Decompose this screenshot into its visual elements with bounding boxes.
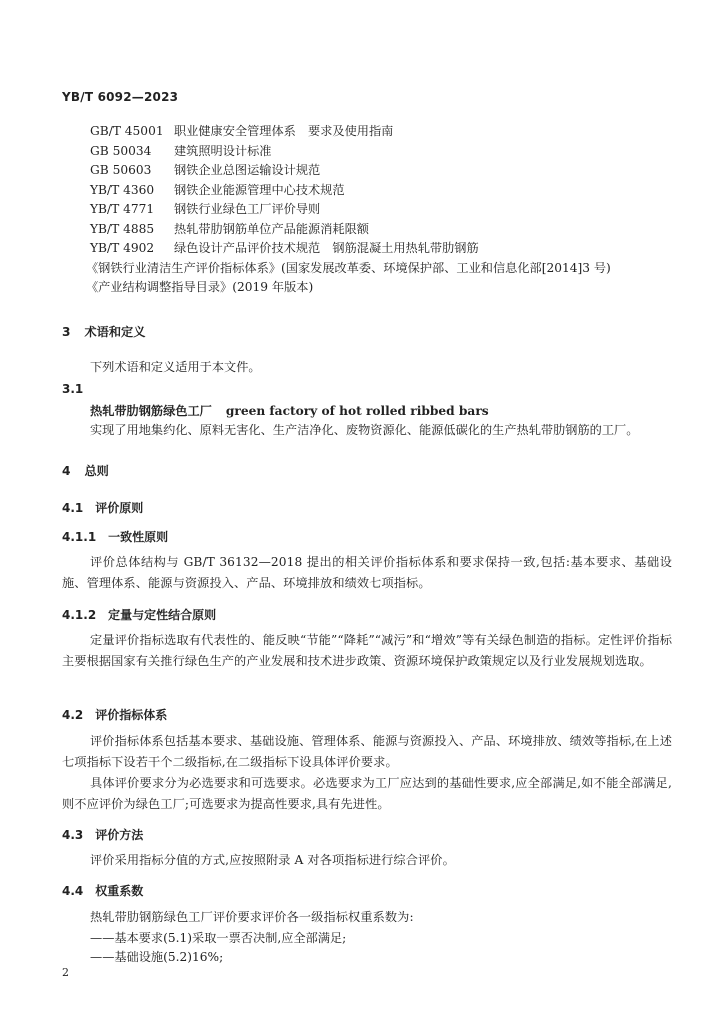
policy-reference: 《钢铁行业清洁生产评价指标体系》(国家发展改革委、环境保护部、工业和信息化部[2014]3 号) bbox=[86, 260, 611, 275]
reference-item bbox=[90, 220, 690, 240]
paragraph: 评价采用指标分值的方式,应按照附录 A 对各项指标进行综合评价。 bbox=[90, 853, 455, 867]
subsection-title: 评价方法 bbox=[95, 828, 144, 842]
subsection-number: 4.1.1 bbox=[62, 530, 97, 544]
reference-code: YB/T 4771 bbox=[90, 202, 155, 216]
reference-item bbox=[90, 161, 690, 181]
policy-reference: 《产业结构调整指导目录》(2019 年版本) bbox=[86, 280, 314, 294]
subsection-title: 定量与定性结合原则 bbox=[108, 608, 217, 622]
subsection-heading bbox=[62, 499, 672, 516]
section-number: 4 bbox=[62, 464, 71, 478]
reference-item bbox=[90, 181, 690, 201]
reference-code: GB 50034 bbox=[90, 143, 152, 158]
reference-title: 钢铁企业能源管理中心技术规范 bbox=[174, 182, 345, 197]
reference-item bbox=[90, 122, 690, 142]
reference-item bbox=[90, 239, 690, 259]
paragraph: 评价总体结构与 GB/T 36132—2018 提出的相关评价指标体系和要求保持一致,包括:基本要求、基础设施、管理体系、能源与资源投入、产品、环境排放和绩效七项指标。 bbox=[62, 555, 672, 590]
list-item: ——基本要求(5.1)采取一票否决制,应全部满足; bbox=[90, 931, 347, 945]
reference-item bbox=[90, 200, 690, 220]
paragraph: 下列术语和定义适用于本文件。 bbox=[90, 360, 261, 374]
reference-title: 钢铁企业总图运输设计规范 bbox=[174, 163, 321, 177]
reference-code: YB/T 4885 bbox=[90, 221, 155, 236]
subsection-title: 评价指标体系 bbox=[95, 708, 168, 722]
subsection-heading bbox=[62, 606, 672, 623]
reference-title: 建筑照明设计标准 bbox=[174, 143, 272, 158]
reference-code: YB/T 4360 bbox=[90, 182, 155, 197]
subsection-number: 4.3 bbox=[62, 828, 84, 842]
paragraph: 热轧带肋钢筋绿色工厂评价要求评价各一级指标权重系数为: bbox=[90, 910, 414, 924]
subsection-title: 一致性原则 bbox=[108, 530, 169, 544]
reference-title: 职业健康安全管理体系 要求及使用指南 bbox=[174, 124, 394, 138]
subsection-number: 4.1.2 bbox=[62, 608, 97, 622]
subsection-number: 4.2 bbox=[62, 708, 84, 722]
page-number: 2 bbox=[62, 966, 69, 979]
section-heading bbox=[62, 323, 672, 340]
term-english: green factory of hot rolled ribbed bars bbox=[225, 404, 489, 418]
list-item: ——基础设施(5.2)16%; bbox=[90, 950, 224, 964]
reference-item bbox=[90, 142, 690, 162]
term-title bbox=[62, 402, 700, 419]
paragraph: 定量评价指标选取有代表性的、能反映“节能”“降耗”“减污”和“增效”等有关绿色制造的指标。定性评价指标主要根据国家有关推行绿色生产的产业发展和技术进步政策、资源环境保护政策规定以及行业发展规划选取。 bbox=[62, 633, 672, 668]
reference-code: GB/T 45001 bbox=[90, 124, 164, 138]
normative-references-list bbox=[86, 122, 690, 298]
subsection-heading bbox=[62, 826, 672, 843]
section-title: 总则 bbox=[84, 464, 109, 478]
term-number: 3.1 bbox=[62, 382, 84, 396]
subsection-heading bbox=[62, 882, 672, 899]
paragraph: 具体评价要求分为必选要求和可选要求。必选要求为工厂应达到的基础性要求,应全部满足,如不能全部满足,则不应评价为绿色工厂;可选要求为提高性要求,具有先进性。 bbox=[62, 776, 672, 811]
reference-code: YB/T 4902 bbox=[90, 241, 155, 255]
reference-title: 钢铁行业绿色工厂评价导则 bbox=[174, 202, 321, 216]
subsection-title: 权重系数 bbox=[95, 884, 144, 898]
paragraph: 评价指标体系包括基本要求、基础设施、管理体系、能源与资源投入、产品、环境排放、绩效等指标,在上述七项指标下设若干个二级指标,在二级指标下设具体评价要求。 bbox=[62, 734, 672, 769]
section-title: 术语和定义 bbox=[84, 325, 146, 339]
section-number: 3 bbox=[62, 325, 71, 339]
document-id-header: YB/T 6092—2023 bbox=[62, 90, 179, 104]
term-chinese: 热轧带肋钢筋绿色工厂 bbox=[90, 404, 212, 418]
reference-title: 绿色设计产品评价技术规范 钢筋混凝土用热轧带肋钢筋 bbox=[174, 241, 479, 255]
subsection-heading bbox=[62, 706, 672, 723]
subsection-number: 4.1 bbox=[62, 501, 84, 515]
subsection-title: 评价原则 bbox=[95, 501, 144, 515]
reference-title: 热轧带肋钢筋单位产品能源消耗限额 bbox=[174, 221, 369, 236]
section-heading bbox=[62, 462, 672, 479]
subsection-number: 4.4 bbox=[62, 884, 84, 898]
term-definition: 实现了用地集约化、原料无害化、生产洁净化、废物资源化、能源低碳化的生产热轧带肋钢筋的工厂。 bbox=[90, 423, 639, 437]
reference-code: GB 50603 bbox=[90, 163, 152, 177]
subsection-heading bbox=[62, 528, 672, 545]
